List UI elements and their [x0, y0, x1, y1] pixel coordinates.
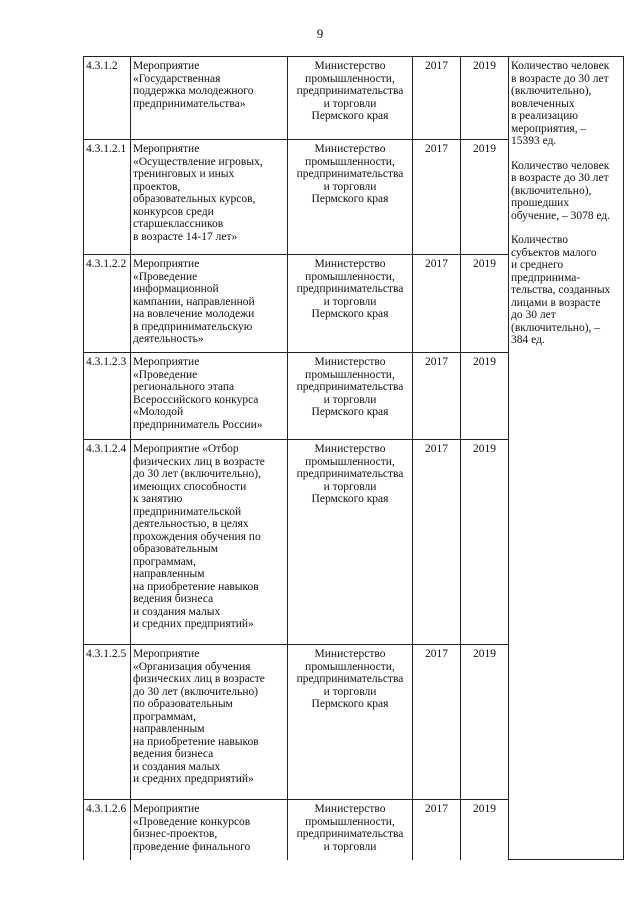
row-end-year: 2019: [461, 255, 509, 353]
row-responsible: Министерство промышленности, предпринимательства и торговли: [296, 803, 404, 853]
row-start-year: 2017: [413, 645, 461, 800]
indicator-item: Количество человек в возрасте до 30 лет (включительно), вовлеченных в реализацию мероприятия, – 15393 ед.: [511, 60, 610, 147]
row-end-year: 2019: [461, 57, 509, 140]
row-responsible: Министерство промышленности, предпринимательства и торговли Пермского края: [296, 258, 404, 320]
row-start-year: 2017: [413, 800, 461, 860]
row-end-year: 2019: [461, 800, 509, 860]
row-code: 4.3.1.2.5: [84, 645, 131, 800]
table-row: [84, 57, 624, 140]
indicator-item: Количество человек в возрасте до 30 лет (включительно), прошедших обучение, – 3078 ед.: [511, 159, 611, 222]
row-responsible: Министерство промышленности, предпринимательства и торговли Пермского края: [296, 356, 404, 418]
row-end-year: 2019: [461, 440, 509, 645]
row-event: Мероприятие «Проведение информационной кампании, направленной на вовлечение молодежи в предпринимательскую деятельность»: [133, 258, 255, 345]
plan-table: [83, 56, 624, 860]
row-start-year: 2017: [413, 440, 461, 645]
row-end-year: 2019: [461, 645, 509, 800]
row-event: Мероприятие «Государственная поддержка молодежного предпринимательства»: [133, 60, 254, 110]
row-event: Мероприятие «Организация обучения физических лиц в возрасте до 30 лет (включительно) по образовательным программам, направленным на приобретение навыков ведения бизнеса и создания малых и средних предприятий»: [133, 648, 265, 785]
row-code: 4.3.1.2.3: [84, 353, 131, 440]
row-start-year: 2017: [413, 57, 461, 140]
row-event: Мероприятие «Осуществление игровых, тренинговых и иных проектов, образовательных курсов, конкурсов среди старшеклассников в возрасте 14-17 лет»: [133, 143, 263, 243]
row-responsible: Министерство промышленности, предпринимательства и торговли Пермского края: [296, 60, 404, 122]
row-code: 4.3.1.2.2: [84, 255, 131, 353]
indicators-cell: [509, 57, 624, 860]
row-code: 4.3.1.2.1: [84, 140, 131, 255]
row-start-year: 2017: [413, 140, 461, 255]
row-code: 4.3.1.2: [84, 57, 131, 140]
row-responsible: Министерство промышленности, предпринимательства и торговли Пермского края: [296, 443, 404, 505]
row-end-year: 2019: [461, 353, 509, 440]
row-responsible: Министерство промышленности, предпринимательства и торговли Пермского края: [296, 648, 404, 710]
row-event: Мероприятие «Проведение регионального этапа Всероссийского конкурса «Молодой предприниматель России»: [133, 356, 263, 431]
row-end-year: 2019: [461, 140, 509, 255]
row-event: Мероприятие «Проведение конкурсов бизнес-проектов, проведение финального: [133, 803, 251, 853]
indicator-item: Количество субъектов малого и среднего предпринима- тельства, созданных лицами в возрасте до 30 лет (включительно), – 384 ед.: [511, 234, 611, 346]
page-number: 9: [316, 26, 324, 41]
row-code: 4.3.1.2.4: [84, 440, 131, 645]
row-code: 4.3.1.2.6: [84, 800, 131, 860]
row-start-year: 2017: [413, 255, 461, 353]
row-responsible: Министерство промышленности, предпринимательства и торговли Пермского края: [296, 143, 404, 205]
row-event: Мероприятие «Отбор физических лиц в возрасте до 30 лет (включительно), имеющих способности к занятию предпринимательской деятельностью, в целях прохождения обучения по образовательным программам, направленным на приобретение навыков ведения бизнеса и создания малых и средних предприятий»: [133, 443, 265, 630]
row-start-year: 2017: [413, 353, 461, 440]
